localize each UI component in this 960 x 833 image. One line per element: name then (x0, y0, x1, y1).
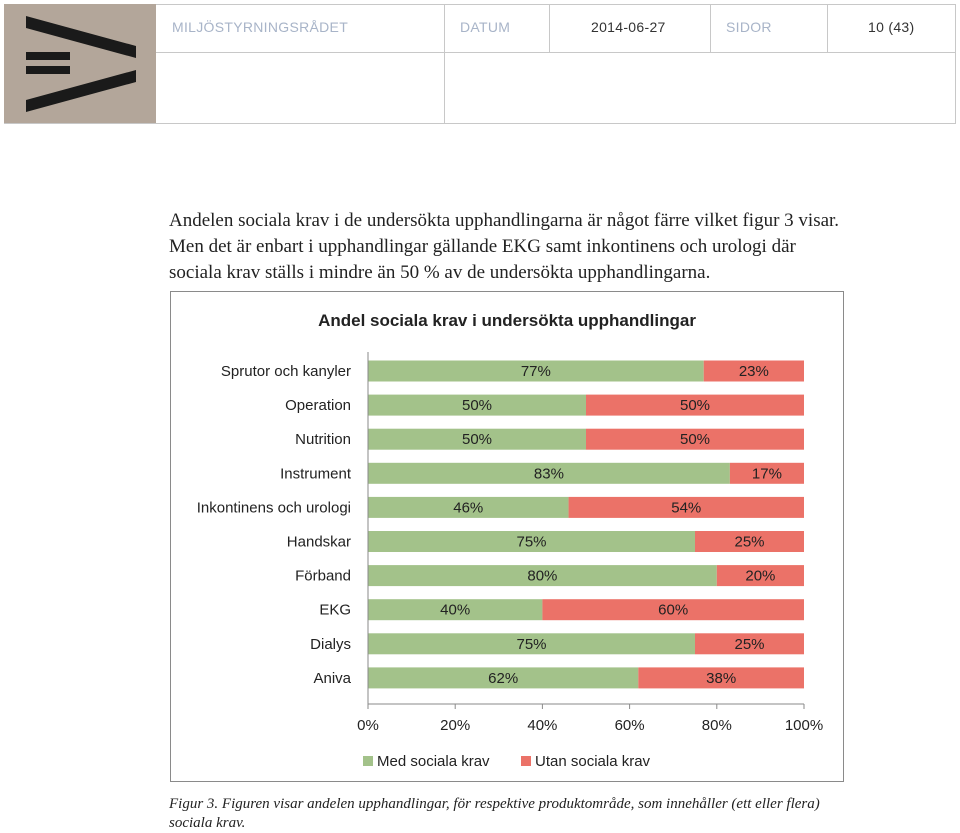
data-label: 75% (516, 635, 547, 653)
logo-mark-icon (4, 4, 156, 124)
header-divider (444, 4, 445, 123)
legend-label: Med sociala krav (377, 753, 490, 770)
data-label: 50% (679, 431, 711, 449)
data-label: 77% (520, 363, 551, 380)
date-label: DATUM (460, 19, 511, 35)
body-line: Men det är enbart i upphandlingar gällande EKG samt inkontinens och urologi där (169, 236, 796, 257)
pages-value: 10 (43) (868, 19, 915, 35)
caption-line: Figur 3. Figuren visar andelen upphandlingar, för respektive produktområde, som innehåller (ett eller flera) (169, 796, 820, 812)
body-line: sociala krav ställs i mindre än 50 % av de undersökta upphandlingarna. (169, 262, 711, 283)
header-mid-rule (156, 52, 956, 53)
category-label: EKG (319, 601, 351, 619)
date-value: 2014-06-27 (591, 19, 666, 35)
legend-label: Utan sociala krav (535, 753, 651, 770)
category-label: Förband (295, 567, 351, 585)
x-tick-label: 40% (527, 717, 558, 734)
data-label: 60% (658, 601, 689, 619)
data-label: 83% (533, 465, 564, 483)
x-tick-label: 80% (701, 717, 732, 734)
data-label: 54% (671, 499, 702, 517)
body-line: Andelen sociala krav i de undersökta upphandlingarna är något färre vilket figur 3 visar. (169, 210, 840, 231)
data-label: 17% (751, 465, 782, 483)
body-paragraph (169, 208, 909, 286)
data-label: 40% (440, 601, 471, 619)
data-label: 62% (488, 669, 519, 687)
data-label: 50% (679, 397, 711, 415)
chart-frame (170, 291, 844, 782)
x-tick-label: 0% (357, 717, 379, 734)
legend-swatch-with (363, 756, 373, 766)
category-label: Dialys (310, 635, 351, 653)
header-bottom-rule (4, 123, 956, 124)
header-divider (710, 4, 711, 52)
data-label: 38% (706, 669, 737, 687)
data-label: 23% (738, 363, 769, 380)
legend-swatch-without (521, 756, 531, 766)
chart-title: Andel sociala krav i undersökta upphandlingar (318, 311, 696, 330)
x-tick-label: 100% (784, 717, 824, 734)
header-top-rule (156, 4, 956, 5)
category-label: Sprutor och kanyler (220, 363, 351, 380)
data-label: 46% (453, 499, 484, 517)
data-label: 25% (734, 635, 765, 653)
data-label: 75% (516, 533, 547, 551)
org-name: MILJÖSTYRNINGSRÅDET (172, 19, 349, 35)
data-label: 50% (461, 431, 493, 449)
category-label: Nutrition (295, 431, 351, 449)
data-label: 25% (734, 533, 765, 551)
stacked-bar-chart (171, 292, 843, 781)
x-tick-label: 20% (440, 717, 471, 734)
caption-line: sociala krav. (169, 815, 246, 831)
category-label: Inkontinens och urologi (196, 499, 351, 517)
category-label: Instrument (280, 465, 351, 483)
category-label: Handskar (286, 533, 351, 551)
x-tick-label: 60% (614, 717, 645, 734)
header-divider (955, 4, 956, 123)
data-label: 20% (745, 567, 776, 585)
category-label: Aniva (313, 669, 351, 687)
figure-caption (169, 795, 929, 833)
category-label: Operation (285, 397, 351, 415)
pages-label: SIDOR (726, 19, 772, 35)
page-header (0, 0, 960, 124)
header-divider (827, 4, 828, 52)
logo (4, 4, 156, 124)
data-label: 80% (527, 567, 558, 585)
header-divider (549, 4, 550, 52)
data-label: 50% (461, 397, 493, 415)
